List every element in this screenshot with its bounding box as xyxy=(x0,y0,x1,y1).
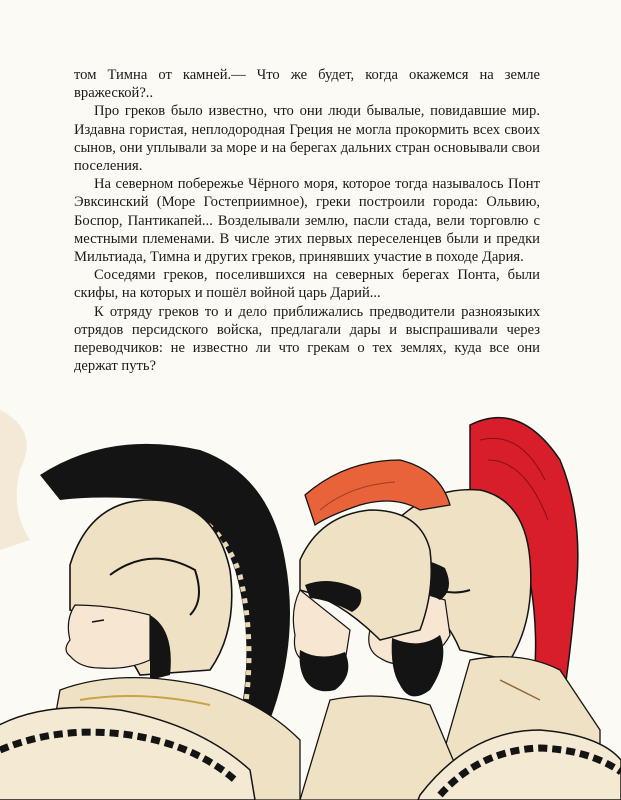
paragraph-3: На северном побережье Чёрного моря, которое тогда называлось Понт Эвксинский (Море Гостеприимное), греки построили города: Ольвию, Боспор, Пантикапей... Возделывали землю, пасли стада, вели торговлю с местными племенами. В числе этих первых переселенцев были и предки Мильтиада, Тимна и других греков, принявших участие в походе Дария. xyxy=(74,176,540,266)
paragraph-2: Про греков было известно, что они люди бывалые, повидавшие мир. Издавна гористая, неплодородная Греция не могла прокормить всех своих сынов, они уплывали за море и на берегах дальних стран основывали свои поселения. xyxy=(74,103,540,175)
paragraph-1: том Тимна от камней.— Что же будет, когда окажемся на земле вражеской?.. xyxy=(74,67,540,102)
paragraph-4: Соседями греков, поселившихся на северных берегах Понта, были скифы, на которых и пошёл войной царь Дарий... xyxy=(74,267,540,302)
paragraph-5: К отряду греков то и дело приближались предводители разноязыких отрядов персидского войска, предлагали дары и выспрашивали через переводчиков: не известно ли что грекам о тех землях, куда все они держат путь? xyxy=(74,303,540,375)
article-text xyxy=(74,66,540,375)
greek-warriors-illustration xyxy=(0,400,621,800)
